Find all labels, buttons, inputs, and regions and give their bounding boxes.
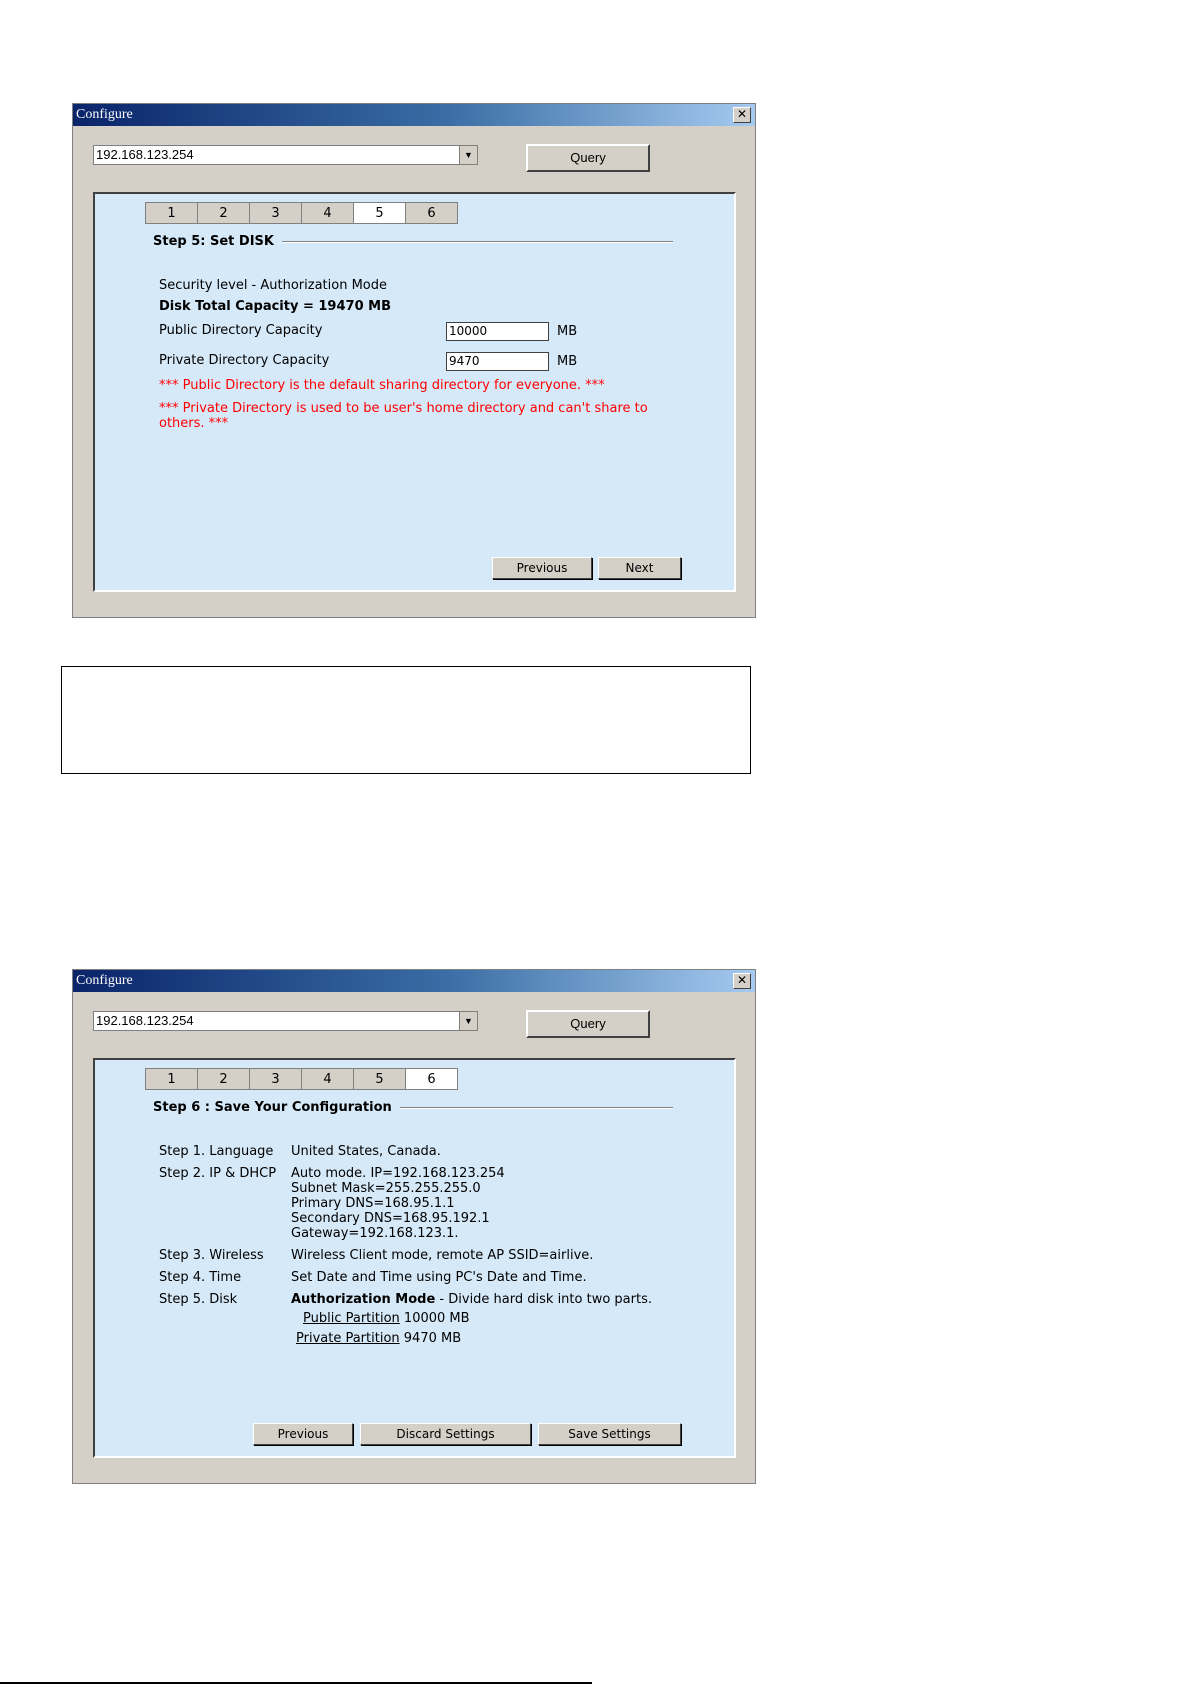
ip-address-value: 192.168.123.254 [96, 1013, 194, 1028]
step1-value: United States, Canada. [291, 1144, 441, 1159]
step2-line-1: Auto mode. IP=192.168.123.254 [291, 1166, 505, 1181]
tab-step-4[interactable]: 4 [301, 1068, 354, 1090]
tab-step-4[interactable]: 4 [301, 202, 354, 224]
step4-value: Set Date and Time using PC's Date and Time. [291, 1270, 587, 1285]
private-partition-link[interactable]: Private Partition [296, 1331, 400, 1346]
public-unit: MB [557, 324, 578, 339]
disk-total-capacity: Disk Total Capacity = 19470 MB [159, 299, 391, 314]
step-title: Step 5: Set DISK [153, 234, 274, 249]
ip-address-value: 192.168.123.254 [96, 147, 194, 162]
chevron-down-icon[interactable]: ▼ [459, 146, 477, 164]
chevron-down-icon[interactable]: ▼ [459, 1012, 477, 1030]
step2-label: Step 2. IP & DHCP [159, 1166, 277, 1181]
public-partition-size: 10000 MB [399, 1311, 470, 1326]
tab-step-6[interactable]: 6 [405, 202, 458, 224]
security-level-text: Security level - Authorization Mode [159, 278, 388, 293]
step5-value [291, 1292, 652, 1307]
step-title: Step 6 : Save Your Configuration [153, 1100, 392, 1115]
window-title: Configure [76, 973, 133, 988]
heading-divider [400, 1107, 673, 1109]
tab-step-5[interactable]: 5 [353, 202, 406, 224]
public-capacity-input[interactable]: 10000 [446, 322, 549, 341]
heading-divider [282, 241, 673, 243]
private-directory-note-line2: others. *** [159, 416, 229, 431]
save-settings-button[interactable]: Save Settings [538, 1423, 681, 1445]
step-panel [93, 192, 736, 592]
public-directory-note: *** Public Directory is the default sharing directory for everyone. *** [159, 378, 605, 393]
footer-rule [0, 1682, 592, 1684]
step1-label: Step 1. Language [159, 1144, 274, 1159]
previous-button[interactable]: Previous [492, 557, 592, 579]
public-capacity-label: Public Directory Capacity [159, 323, 323, 338]
tab-step-1[interactable]: 1 [145, 202, 198, 224]
step2-line-4: Secondary DNS=168.95.192.1 [291, 1211, 490, 1226]
configure-window-step5 [72, 103, 756, 618]
public-partition-row [303, 1311, 470, 1326]
close-icon[interactable]: ✕ [733, 973, 751, 989]
step-heading [153, 1100, 673, 1115]
configure-window-step6 [72, 969, 756, 1484]
tab-step-5[interactable]: 5 [353, 1068, 406, 1090]
private-partition-row [296, 1331, 461, 1346]
tab-step-6[interactable]: 6 [405, 1068, 458, 1090]
step5-label: Step 5. Disk [159, 1292, 238, 1307]
previous-button[interactable]: Previous [253, 1423, 353, 1445]
ip-address-dropdown[interactable] [93, 1011, 478, 1031]
tab-step-2[interactable]: 2 [197, 1068, 250, 1090]
step5-description: - Divide hard disk into two parts. [435, 1292, 652, 1307]
query-button[interactable]: Query [526, 1010, 650, 1038]
step3-label: Step 3. Wireless [159, 1248, 264, 1263]
public-partition-link[interactable]: Public Partition [303, 1311, 400, 1326]
tab-step-1[interactable]: 1 [145, 1068, 198, 1090]
private-directory-note-line1: *** Private Directory is used to be user's home directory and can't share to [159, 401, 648, 416]
ip-address-dropdown[interactable] [93, 145, 478, 165]
step3-value: Wireless Client mode, remote AP SSID=airlive. [291, 1248, 594, 1263]
step-tabs [145, 1068, 457, 1090]
step2-line-3: Primary DNS=168.95.1.1 [291, 1196, 455, 1211]
tab-step-3[interactable]: 3 [249, 1068, 302, 1090]
window-title: Configure [76, 107, 133, 122]
step-tabs [145, 202, 457, 224]
close-icon[interactable]: ✕ [733, 107, 751, 123]
step2-line-2: Subnet Mask=255.255.255.0 [291, 1181, 481, 1196]
step2-line-5: Gateway=192.168.123.1. [291, 1226, 459, 1241]
title-bar [73, 970, 755, 992]
step-heading [153, 234, 673, 249]
private-capacity-input[interactable]: 9470 [446, 352, 549, 371]
title-bar [73, 104, 755, 126]
empty-frame [61, 666, 751, 774]
next-button[interactable]: Next [598, 557, 681, 579]
tab-step-2[interactable]: 2 [197, 202, 250, 224]
step4-label: Step 4. Time [159, 1270, 242, 1285]
query-button[interactable]: Query [526, 144, 650, 172]
step-panel [93, 1058, 736, 1458]
private-unit: MB [557, 354, 578, 369]
private-capacity-label: Private Directory Capacity [159, 353, 330, 368]
private-partition-size: 9470 MB [399, 1331, 462, 1346]
discard-settings-button[interactable]: Discard Settings [360, 1423, 531, 1445]
tab-step-3[interactable]: 3 [249, 202, 302, 224]
authorization-mode: Authorization Mode [291, 1292, 436, 1307]
